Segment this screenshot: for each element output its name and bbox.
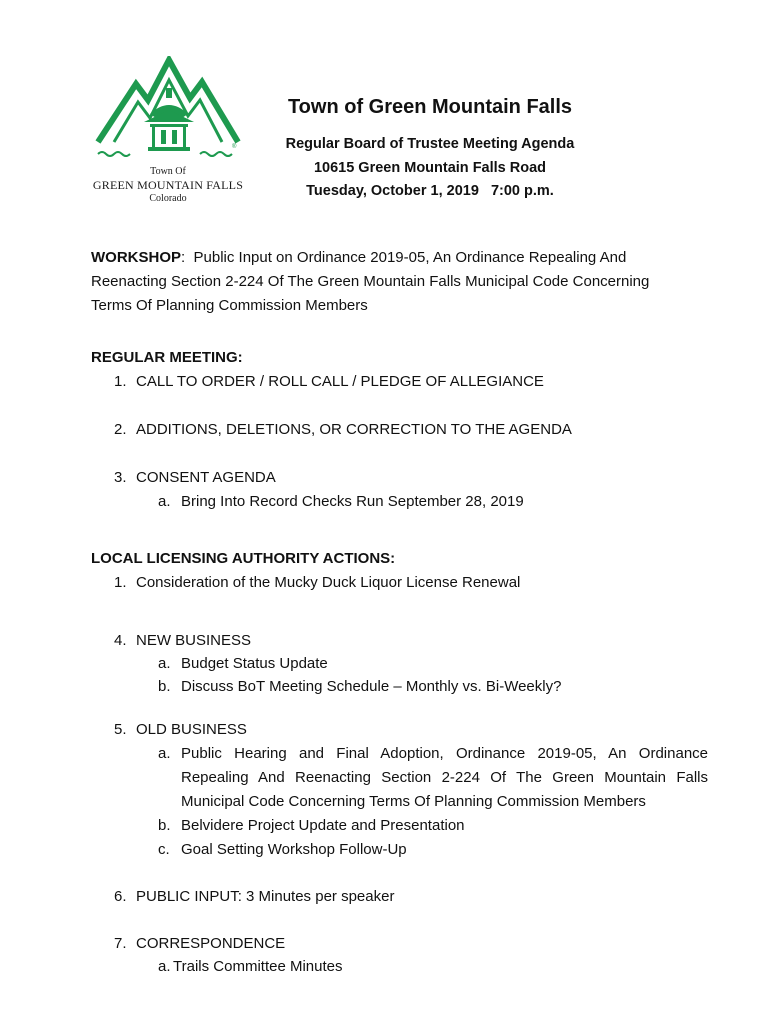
logo-state: Colorado	[149, 193, 187, 204]
sub-item-public-hearing: Public Hearing and Final Adoption, Ordinance 2019-05, An Ordinance Repealing And Reenacting Section 2-224 Of The Green Mountain Falls Municipal Code Concerning Terms Of Planning Commission Members	[181, 745, 708, 810]
registered-mark: ®	[232, 144, 237, 150]
sub-item-goal-setting: Goal Setting Workshop Follow-Up	[181, 841, 407, 858]
sub-item-letter: a.	[158, 493, 171, 510]
regular-meeting-heading: REGULAR MEETING:	[91, 349, 243, 366]
workshop-line-1	[91, 246, 626, 270]
town-logo	[90, 56, 250, 206]
item-number: 2.	[114, 421, 127, 438]
item-consent-agenda: CONSENT AGENDA	[136, 469, 276, 486]
workshop-text-1: : Public Input on Ordinance 2019-05, An Ordinance Repealing And	[181, 249, 627, 266]
item-number: 1.	[114, 373, 127, 390]
item-agenda-changes: ADDITIONS, DELETIONS, OR CORRECTION TO THE AGENDA	[136, 421, 572, 438]
sub-item-meeting-schedule: Discuss BoT Meeting Schedule – Monthly vs. Bi-Weekly?	[181, 678, 562, 695]
meeting-address: 10615 Green Mountain Falls Road	[313, 160, 547, 176]
logo-town-name: GREEN MOUNTAIN FALLS	[92, 178, 244, 192]
sub-item-budget-status: Budget Status Update	[181, 655, 328, 672]
item-number: 4.	[114, 632, 127, 649]
item-public-input: PUBLIC INPUT: 3 Minutes per speaker	[136, 888, 395, 905]
item-number: 5.	[114, 721, 127, 738]
item-new-business: NEW BUSINESS	[136, 632, 252, 649]
workshop-label: WORKSHOP	[91, 249, 181, 266]
sub-item-belvidere: Belvidere Project Update and Presentation	[181, 817, 465, 834]
item-correspondence: CORRESPONDENCE	[136, 935, 286, 952]
item-number: 3.	[114, 469, 127, 486]
gazebo-mountain-icon	[92, 56, 242, 164]
sub-item-letter: b.	[158, 678, 171, 695]
item-number: 6.	[114, 888, 127, 905]
sub-item-trails-minutes: Trails Committee Minutes	[173, 958, 343, 975]
item-call-to-order: CALL TO ORDER / ROLL CALL / PLEDGE OF ALLEGIANCE	[136, 373, 544, 390]
sub-item-letter: c.	[158, 841, 170, 858]
sub-item-letter: a.	[158, 745, 171, 762]
meeting-datetime: Tuesday, October 1, 2019 7:00 p.m.	[306, 183, 554, 199]
licensing-heading: LOCAL LICENSING AUTHORITY ACTIONS:	[91, 550, 396, 567]
page-title: Town of Green Mountain Falls	[287, 96, 573, 118]
sub-item-letter: b.	[158, 817, 171, 834]
item-liquor-license: Consideration of the Mucky Duck Liquor License Renewal	[136, 574, 521, 591]
workshop-line-2: Reenacting Section 2-224 Of The Green Mountain Falls Municipal Code Concerning	[91, 273, 650, 290]
item-number: 1.	[114, 574, 127, 591]
logo-town-of: Town Of	[150, 166, 186, 177]
item-old-business: OLD BUSINESS	[136, 721, 247, 738]
workshop-line-3: Terms Of Planning Commission Members	[91, 297, 368, 314]
meeting-type: Regular Board of Trustee Meeting Agenda	[285, 136, 575, 152]
sub-item-letter: a.	[158, 958, 171, 975]
item-number: 7.	[114, 935, 127, 952]
sub-item-letter: a.	[158, 655, 171, 672]
sub-item-record-checks: Bring Into Record Checks Run September 28, 2019	[181, 493, 524, 510]
